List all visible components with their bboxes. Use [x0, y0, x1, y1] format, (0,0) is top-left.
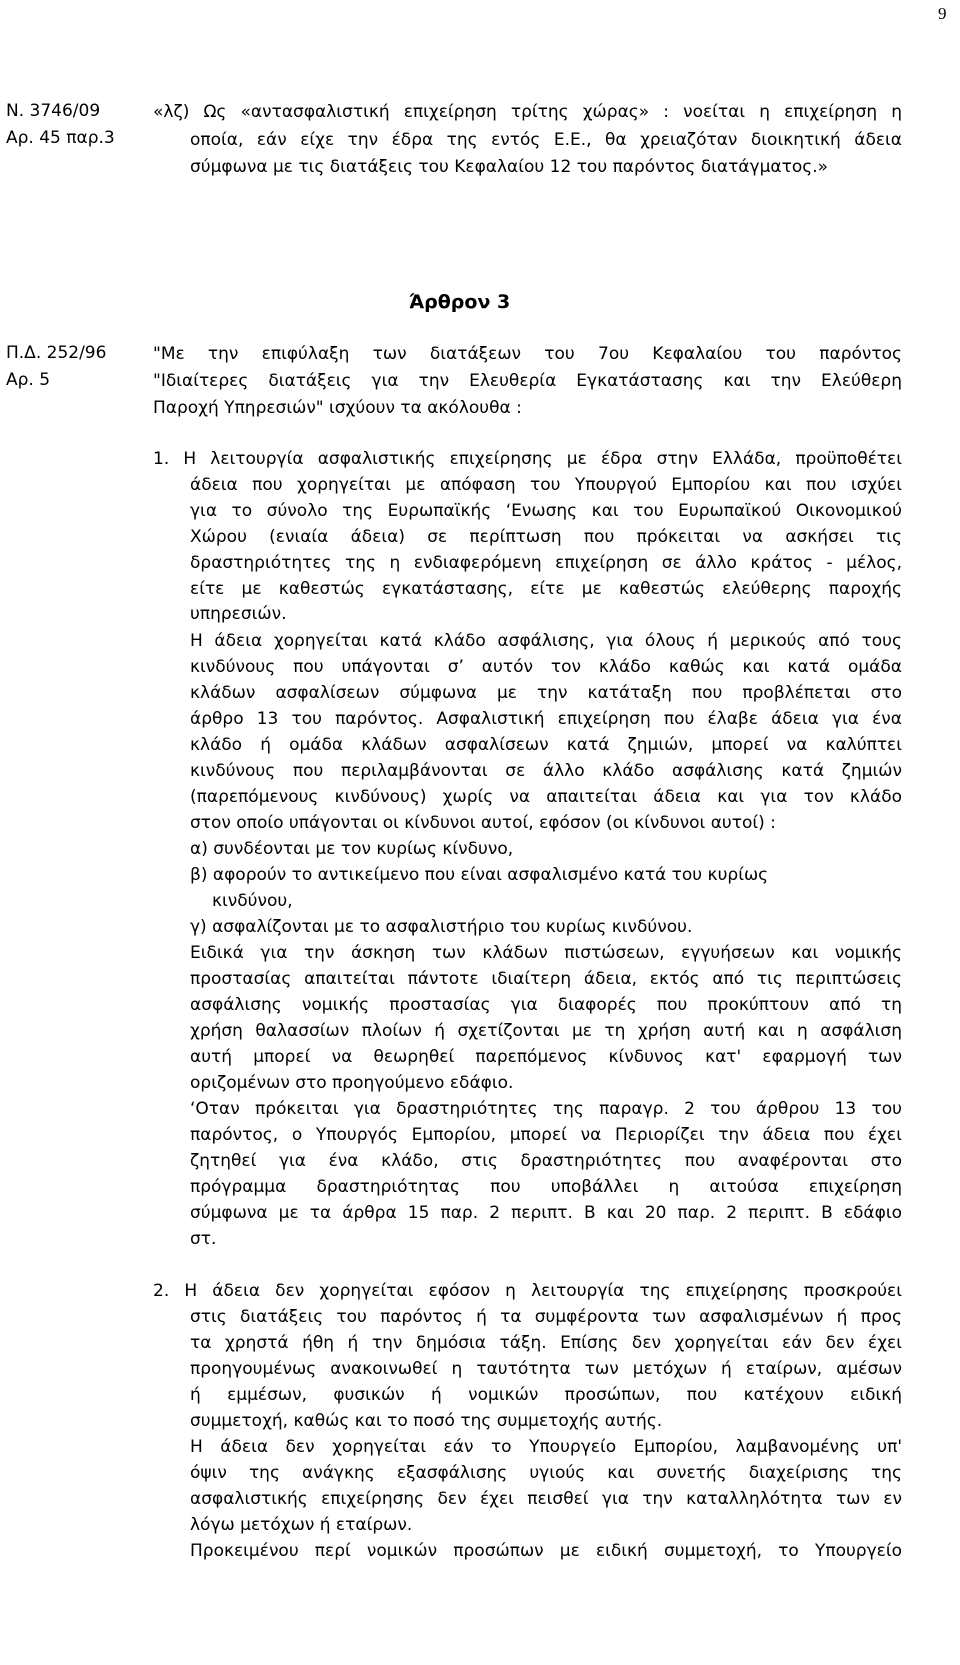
page-number: 9 — [938, 4, 947, 23]
text-line: υπηρεσιών. — [190, 604, 287, 624]
text-line: άρθρο 13 του παρόντος. Ασφαλιστική επιχείρηση που έλαβε άδεια για ένα — [190, 709, 902, 729]
text-line: προστασίας απαιτείται πάντοτε ιδιαίτερη άδεια, εκτός από τις περιπτώσεις — [190, 969, 902, 989]
article-heading: Άρθρον 3 — [409, 291, 511, 313]
text-line: πρόγραμμα δραστηριότητας που υποβάλλει η αιτούσα επιχείρηση — [190, 1177, 902, 1197]
text-line: για το σύνολο της Ευρωπαϊκής ‘Ενωσης και του Ευρωπαϊκού Οικονομικού — [190, 501, 902, 521]
text-line: λόγω μετόχων ή εταίρων. — [190, 1515, 413, 1535]
margin-note-line: Π.Δ. 252/96 — [6, 343, 107, 363]
text-line: προηγουμένως ανακοινωθεί η ταυτότητα των μετόχων ή εταίρων, αμέσων — [190, 1359, 902, 1379]
text-line: όψιν της ανάγκης εξασφάλισης υγιούς και συνετής διαχείρισης της — [190, 1463, 902, 1483]
text-line: (παρεπόμενους κινδύνους) χωρίς να απαιτείται άδεια και για τον κλάδο — [190, 787, 902, 807]
text-line: κινδύνους που υπάγονται σ’ αυτόν τον κλάδο καθώς και κατά ομάδα — [190, 657, 902, 677]
text-line: Η άδεια χορηγείται κατά κλάδο ασφάλισης, για όλους ή μερικούς από τους — [190, 631, 902, 651]
text-line: είτε με καθεστώς εγκατάστασης, είτε με καθεστώς ελεύθερης παροχής — [190, 579, 902, 599]
text-line: ‘Οταν πρόκειται για δραστηριότητες της παραγρ. 2 του άρθρου 13 του — [190, 1099, 902, 1119]
margin-note-law-3746 — [6, 98, 115, 152]
text-line: οριζομένων στο προηγούμενο εδάφιο. — [190, 1073, 514, 1093]
text-line: 1. Η λειτουργία ασφαλιστικής επιχείρησης με έδρα στην Ελλάδα, προϋποθέτει — [153, 449, 902, 469]
text-line: στις διατάξεις του παρόντος ή τα συμφέροντα των ασφαλισμένων ή προς — [190, 1307, 902, 1327]
text-line: στ. — [190, 1229, 217, 1249]
text-line: κλάδο ή ομάδα κλάδων ασφαλίσεων κατά ζημιών, μπορεί να καλύπτει — [190, 735, 902, 755]
text-line: σύμφωνα με τα άρθρα 15 παρ. 2 περιπτ. Β και 20 παρ. 2 περιπτ. Β εδάφιο — [190, 1203, 902, 1223]
text-line: παρόντος, ο Υπουργός Εμπορίου, μπορεί να Περιορίζει την άδεια που έχει — [190, 1125, 902, 1145]
text-line: κινδύνους που περιλαμβάνονται σε άλλο κλάδο ασφάλισης κατά ζημιών — [190, 761, 902, 781]
text-line: αυτή μπορεί να θεωρηθεί παρεπόμενος κίνδυνος κατ' εφαρμογή των — [190, 1047, 902, 1067]
text-line: σύμφωνα με τις διατάξεις του Κεφαλαίου 12 του παρόντος διατάγματος.» — [190, 157, 829, 177]
text-line: χρήση θαλασσίων πλοίων ή σχετίζονται με τη χρήση αυτή και η ασφάλιση — [190, 1021, 902, 1041]
text-line: κλάδων ασφαλίσεων σύμφωνα με την κατάταξη που προβλέπεται στο — [190, 683, 902, 703]
text-line: κινδύνου, — [212, 891, 293, 911]
text-line: Χώρου (ενιαία άδεια) σε περίπτωση που πρόκειται να ασκήσει τις — [190, 527, 902, 547]
text-line: στον οποίο υπάγονται οι κίνδυνοι αυτοί, εφόσον (οι κίνδυνοι αυτοί) : — [190, 813, 776, 833]
text-line: "Ιδιαίτερες διατάξεις για την Ελευθερία Εγκατάστασης και την Ελεύθερη — [153, 371, 902, 391]
text-line: ασφαλιστικής επιχείρησης δεν έχει πεισθεί για την καταλληλότητα των εν — [190, 1489, 902, 1509]
text-line: «λζ) Ως «αντασφαλιστική επιχείρηση τρίτης χώρας» : νοείται η επιχείρηση η — [153, 102, 902, 122]
text-line: Παροχή Υπηρεσιών" ισχύουν τα ακόλουθα : — [153, 398, 522, 418]
text-line: ασφάλισης νομικής προστασίας για διαφορές που προκύπτουν από τη — [190, 995, 902, 1015]
margin-note-pd-252 — [6, 340, 106, 394]
text-line: α) συνδέονται με τον κυρίως κίνδυνο, — [190, 839, 514, 859]
text-line: Προκειμένου περί νομικών προσώπων με ειδική συμμετοχή, το Υπουργείο — [190, 1541, 902, 1561]
text-line: Η άδεια δεν χορηγείται εάν το Υπουργείο Εμπορίου, λαμβανομένης υπ' — [190, 1437, 902, 1457]
text-line: γ) ασφαλίζονται με το ασφαλιστήριο του κυρίως κινδύνου. — [190, 917, 693, 937]
text-line: β) αφορούν το αντικείμενο που είναι ασφαλισμένο κατά του κυρίως — [190, 865, 769, 885]
margin-note-line: Αρ. 5 — [6, 370, 51, 390]
text-line: άδεια που χορηγείται με απόφαση του Υπουργού Εμπορίου και που ισχύει — [190, 475, 902, 495]
text-line: τα χρηστά ήθη ή την δημόσια τάξη. Επίσης δεν χορηγείται εάν δεν έχει — [190, 1333, 902, 1353]
text-line: συμμετοχή, καθώς και το ποσό της συμμετοχής αυτής. — [190, 1411, 663, 1431]
text-line: ζητηθεί για ένα κλάδο, στις δραστηριότητες που αναφέρονται στο — [190, 1151, 902, 1171]
text-line: δραστηριότητες της η ενδιαφερόμενη επιχείρηση σε άλλο κράτος - μέλος, — [190, 553, 902, 573]
text-line: Ειδικά για την άσκηση των κλάδων πιστώσεων, εγγυήσεων και νομικής — [190, 943, 902, 963]
text-line: ή εμμέσων, φυσικών ή νομικών προσώπων, που κατέχουν ειδική — [190, 1385, 902, 1405]
text-line: οποία, εάν είχε την έδρα της εντός Ε.Ε., θα χρειαζόταν διοικητική άδεια — [190, 130, 902, 150]
text-line: "Με την επιφύλαξη των διατάξεων του 7ου Κεφαλαίου του παρόντος — [153, 344, 902, 364]
margin-note-line: Ν. 3746/09 — [6, 101, 101, 121]
text-line: 2. Η άδεια δεν χορηγείται εφόσον η λειτουργία της επιχείρησης προσκρούει — [153, 1281, 902, 1301]
margin-note-line: Αρ. 45 παρ.3 — [6, 128, 115, 148]
